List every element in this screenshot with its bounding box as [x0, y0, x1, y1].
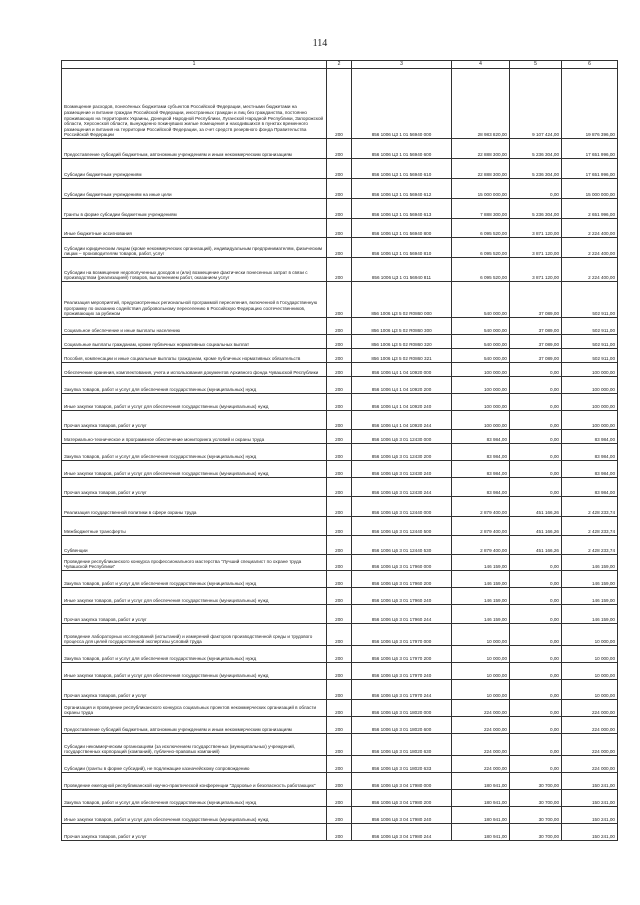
- cell-approved: 100 000,00: [452, 377, 510, 394]
- cell-classification: 856 1006 Ц6 3 01 17970 240: [352, 663, 452, 680]
- cell-remaining: 10 000,00: [562, 663, 618, 680]
- cell-name: Закупка товаров, работ и услуг для обеспечения государственных (муниципальных) нужд: [62, 444, 327, 461]
- cell-classification: 856 1006 Ц6 3 04 17980 240: [352, 807, 452, 824]
- cell-remaining: 17 651 996,00: [562, 139, 618, 159]
- cell-executed: 0,00: [510, 394, 562, 411]
- cell-remaining: 502 911,00: [562, 349, 618, 363]
- cell-approved: 100 000,00: [452, 394, 510, 411]
- page-number: 114: [312, 38, 328, 49]
- cell-approved: 224 000,00: [452, 700, 510, 717]
- cell-executed: 30 700,00: [510, 773, 562, 790]
- cell-name: Субсидии бюджетным учреждениям на иные цели: [62, 179, 327, 199]
- cell-remaining: 146 159,00: [562, 571, 618, 588]
- cell-classification: 856 1006 Ц3 1 01 56940 810: [352, 238, 452, 258]
- cell-classification: 856 1006 Ц6 3 01 12440 500: [352, 517, 452, 536]
- cell-classification: 856 1006 Ц4 1 04 10920 244: [352, 411, 452, 430]
- cell-remaining: 502 911,00: [562, 335, 618, 349]
- cell-name: Субсидии юридическим лицам (кроме некоммерческих организаций), индивидуальным предпринимателям, физическим лицам – производителям товаров, работ, услуг: [62, 238, 327, 258]
- table-row: [62, 238, 618, 258]
- cell-executed: 0,00: [510, 756, 562, 773]
- cell-approved: 22 888 300,00: [452, 159, 510, 179]
- cell-classification: 856 1006 Ц3 1 01 56940 800: [352, 219, 452, 238]
- table-row: [62, 444, 618, 461]
- cell-code: 200: [327, 363, 352, 377]
- cell-name: Социальное обеспечение и иные выплаты населению: [62, 318, 327, 335]
- cell-remaining: 502 911,00: [562, 282, 618, 318]
- cell-executed: 5 236 304,00: [510, 159, 562, 179]
- cell-remaining: 2 428 233,74: [562, 517, 618, 536]
- cell-executed: 0,00: [510, 571, 562, 588]
- table-row: [62, 680, 618, 700]
- cell-name: Проведение лабораторных исследований (испытаний) и измерений факторов производственной среды и трудового процесса для целей государственной экспертизы условий труда: [62, 624, 327, 646]
- cell-code: 200: [327, 335, 352, 349]
- cell-name: Закупка товаров, работ и услуг для обеспечения государственных (муниципальных) нужд: [62, 790, 327, 807]
- table-row: [62, 734, 618, 756]
- cell-classification: 856 1006 Ц3 5 02 R0860 321: [352, 349, 452, 363]
- table-row: [62, 199, 618, 219]
- cell-code: 200: [327, 680, 352, 700]
- budget-table: [61, 60, 618, 841]
- cell-executed: 0,00: [510, 624, 562, 646]
- cell-executed: 0,00: [510, 444, 562, 461]
- table-row: [62, 258, 618, 282]
- cell-executed: 0,00: [510, 605, 562, 624]
- cell-code: 200: [327, 717, 352, 734]
- cell-code: 200: [327, 536, 352, 555]
- table-row: [62, 756, 618, 773]
- cell-code: 200: [327, 555, 352, 571]
- cell-executed: 0,00: [510, 588, 562, 605]
- column-header-code: 2: [327, 61, 352, 69]
- cell-classification: 856 1006 Ц6 3 04 17980 200: [352, 790, 452, 807]
- cell-classification: 856 1006 Ц6 3 01 17970 200: [352, 646, 452, 663]
- table-row: [62, 571, 618, 588]
- cell-remaining: 150 241,00: [562, 807, 618, 824]
- table-header-row: [62, 61, 618, 69]
- cell-name: Гранты в форме субсидии бюджетным учреждениям: [62, 199, 327, 219]
- cell-classification: 856 1006 Ц6 3 01 12440 000: [352, 497, 452, 517]
- cell-remaining: 224 000,00: [562, 756, 618, 773]
- cell-remaining: 146 159,00: [562, 588, 618, 605]
- cell-classification: 856 1006 Ц6 3 01 12440 530: [352, 536, 452, 555]
- table-row: [62, 318, 618, 335]
- cell-name: Обеспечение хранения, комплектования, учета и использования документов Архивного фонда Чувашской Республики: [62, 363, 327, 377]
- cell-approved: 146 159,00: [452, 555, 510, 571]
- cell-name: Иные закупки товаров, работ и услуг для обеспечения государственных (муниципальных) нужд: [62, 461, 327, 478]
- cell-classification: 856 1006 Ц6 3 01 18020 000: [352, 700, 452, 717]
- table-row: [62, 159, 618, 179]
- table-row: [62, 394, 618, 411]
- cell-remaining: 150 241,00: [562, 790, 618, 807]
- cell-classification: 856 1006 Ц6 3 01 18020 633: [352, 756, 452, 773]
- column-header-remaining: 6: [562, 61, 618, 69]
- cell-approved: 224 000,00: [452, 717, 510, 734]
- cell-remaining: 2 428 233,74: [562, 536, 618, 555]
- cell-remaining: 150 241,00: [562, 773, 618, 790]
- cell-name: Иные закупки товаров, работ и услуг для обеспечения государственных (муниципальных) нужд: [62, 394, 327, 411]
- cell-remaining: 146 159,00: [562, 605, 618, 624]
- cell-code: 200: [327, 394, 352, 411]
- cell-approved: 2 879 400,00: [452, 536, 510, 555]
- cell-executed: 37 089,00: [510, 335, 562, 349]
- cell-code: 200: [327, 807, 352, 824]
- cell-approved: 10 000,00: [452, 624, 510, 646]
- cell-code: 200: [327, 258, 352, 282]
- cell-name: Реализация мероприятий, предусмотренных региональной программой переселения, включенной в Государственную программу по оказанию содействия добровольному переселению в Российскую Федерацию соотечественников, проживающих за рубежом: [62, 282, 327, 318]
- cell-classification: 856 1006 Ц6 3 01 12430 244: [352, 478, 452, 497]
- cell-classification: 856 1006 Ц6 3 01 18020 630: [352, 734, 452, 756]
- cell-code: 200: [327, 824, 352, 841]
- cell-executed: 0,00: [510, 411, 562, 430]
- cell-classification: 856 1006 Ц3 5 02 R0860 320: [352, 335, 452, 349]
- cell-executed: 37 089,00: [510, 282, 562, 318]
- cell-approved: 83 984,00: [452, 461, 510, 478]
- cell-remaining: 17 651 996,00: [562, 159, 618, 179]
- cell-code: 200: [327, 773, 352, 790]
- cell-executed: 30 700,00: [510, 790, 562, 807]
- cell-code: 200: [327, 430, 352, 444]
- cell-executed: 0,00: [510, 700, 562, 717]
- cell-name: Иные закупки товаров, работ и услуг для обеспечения государственных (муниципальных) нужд: [62, 663, 327, 680]
- cell-approved: 180 941,00: [452, 807, 510, 824]
- cell-executed: 0,00: [510, 478, 562, 497]
- table-row: [62, 807, 618, 824]
- cell-code: 200: [327, 349, 352, 363]
- column-header-executed: 5: [510, 61, 562, 69]
- table-row: [62, 700, 618, 717]
- cell-executed: 451 166,26: [510, 497, 562, 517]
- cell-classification: 856 1006 Ц4 1 04 10920 240: [352, 394, 452, 411]
- cell-executed: 0,00: [510, 646, 562, 663]
- cell-executed: 30 700,00: [510, 807, 562, 824]
- table-row: [62, 824, 618, 841]
- cell-executed: 3 871 120,00: [510, 258, 562, 282]
- cell-approved: 6 095 520,00: [452, 258, 510, 282]
- cell-name: Возмещение расходов, понесённых бюджетами субъектов Российской Федерации, местными бюджетами на размещение и питание граждан Российской Федерации, иностранных граждан и лиц без гражданства, постоянно проживающих на территориях Украины, Донецкой Народной Республики, Луганской Народной Республики, Запорожской области, Херсонской области, вынужденно покинувших жилые помещения и находившихся в пунктах временного размещения и питания на территории Российской Федерации, за счет средств резервного фонда Правительства Российской Федерации: [62, 69, 327, 139]
- cell-classification: 856 1006 Ц6 3 01 17970 244: [352, 680, 452, 700]
- cell-name: Прочая закупка товаров, работ и услуг: [62, 680, 327, 700]
- cell-code: 200: [327, 159, 352, 179]
- cell-remaining: 100 000,00: [562, 363, 618, 377]
- cell-executed: 0,00: [510, 680, 562, 700]
- cell-classification: 856 1006 Ц4 1 04 10920 000: [352, 363, 452, 377]
- cell-name: Материально-техническое и программное обеспечение мониторинга условий и охраны труда: [62, 430, 327, 444]
- cell-name: Прочая закупка товаров, работ и услуг: [62, 824, 327, 841]
- cell-name: Пособия, компенсации и иные социальные выплаты гражданам, кроме публичных нормативных обязательств: [62, 349, 327, 363]
- cell-classification: 856 1006 Ц6 3 04 17980 000: [352, 773, 452, 790]
- cell-classification: 856 1006 Ц3 5 02 R0860 000: [352, 282, 452, 318]
- cell-classification: 856 1006 Ц6 3 01 12430 000: [352, 430, 452, 444]
- cell-approved: 22 888 300,00: [452, 139, 510, 159]
- cell-approved: 146 159,00: [452, 571, 510, 588]
- table-row: [62, 461, 618, 478]
- cell-remaining: 83 984,00: [562, 430, 618, 444]
- table-row: [62, 478, 618, 497]
- cell-remaining: 224 000,00: [562, 734, 618, 756]
- cell-code: 200: [327, 605, 352, 624]
- cell-code: 200: [327, 444, 352, 461]
- cell-approved: 7 888 300,00: [452, 199, 510, 219]
- cell-name: Прочая закупка товаров, работ и услуг: [62, 478, 327, 497]
- cell-classification: 856 1006 Ц6 3 01 17970 000: [352, 624, 452, 646]
- cell-executed: 30 700,00: [510, 824, 562, 841]
- cell-approved: 100 000,00: [452, 411, 510, 430]
- cell-executed: 5 236 304,00: [510, 199, 562, 219]
- cell-name: Прочая закупка товаров, работ и услуг: [62, 605, 327, 624]
- cell-code: 200: [327, 377, 352, 394]
- cell-approved: 180 941,00: [452, 773, 510, 790]
- cell-name: Иные закупки товаров, работ и услуг для обеспечения государственных (муниципальных) нужд: [62, 588, 327, 605]
- cell-remaining: 502 911,00: [562, 318, 618, 335]
- cell-code: 200: [327, 497, 352, 517]
- cell-executed: 0,00: [510, 377, 562, 394]
- cell-remaining: 2 224 400,00: [562, 258, 618, 282]
- cell-classification: 856 1006 Ц3 1 01 56940 000: [352, 69, 452, 139]
- cell-classification: 856 1006 Ц6 3 01 17960 240: [352, 588, 452, 605]
- cell-remaining: 10 000,00: [562, 624, 618, 646]
- cell-executed: 0,00: [510, 363, 562, 377]
- cell-executed: 9 107 424,00: [510, 69, 562, 139]
- cell-remaining: 224 000,00: [562, 700, 618, 717]
- cell-classification: 856 1006 Ц6 3 01 12430 200: [352, 444, 452, 461]
- cell-classification: 856 1006 Ц6 3 01 17960 000: [352, 555, 452, 571]
- table-row: [62, 717, 618, 734]
- cell-remaining: 10 000,00: [562, 646, 618, 663]
- cell-remaining: 83 984,00: [562, 478, 618, 497]
- table-row: [62, 282, 618, 318]
- cell-classification: 856 1006 Ц4 1 04 10920 200: [352, 377, 452, 394]
- cell-name: Проведение республиканского конкурса профессионального мастерства "Лучший специалист по охране труда Чувашской Республики": [62, 555, 327, 571]
- cell-code: 200: [327, 219, 352, 238]
- cell-name: Субсидии на возмещение недополученных доходов и (или) возмещение фактически понесенных затрат в связи с производством (реализацией) товаров, выполнением работ, оказанием услуг: [62, 258, 327, 282]
- cell-approved: 6 095 520,00: [452, 238, 510, 258]
- cell-approved: 10 000,00: [452, 646, 510, 663]
- table-row: [62, 377, 618, 394]
- cell-approved: 6 095 520,00: [452, 219, 510, 238]
- table-row: [62, 411, 618, 430]
- table-row: [62, 335, 618, 349]
- cell-remaining: 15 000 000,00: [562, 179, 618, 199]
- cell-code: 200: [327, 734, 352, 756]
- cell-name: Субвенции: [62, 536, 327, 555]
- cell-remaining: 10 000,00: [562, 680, 618, 700]
- cell-name: Субсидии бюджетным учреждениям: [62, 159, 327, 179]
- table-row: [62, 69, 618, 139]
- cell-name: Закупка товаров, работ и услуг для обеспечения государственных (муниципальных) нужд: [62, 646, 327, 663]
- cell-approved: 15 000 000,00: [452, 179, 510, 199]
- cell-code: 200: [327, 318, 352, 335]
- cell-remaining: 224 000,00: [562, 717, 618, 734]
- cell-code: 200: [327, 646, 352, 663]
- cell-name: Межбюджетные трансферты: [62, 517, 327, 536]
- cell-approved: 540 000,00: [452, 282, 510, 318]
- cell-name: Реализация государственной политики в сфере охраны труда: [62, 497, 327, 517]
- cell-classification: 856 1006 Ц6 3 01 17960 244: [352, 605, 452, 624]
- cell-executed: 3 871 120,00: [510, 238, 562, 258]
- cell-approved: 540 000,00: [452, 335, 510, 349]
- cell-name: Закупка товаров, работ и услуг для обеспечения государственных (муниципальных) нужд: [62, 571, 327, 588]
- cell-approved: 28 983 820,00: [452, 69, 510, 139]
- cell-remaining: 150 241,00: [562, 824, 618, 841]
- cell-name: Иные бюджетные ассигнования: [62, 219, 327, 238]
- cell-approved: 540 000,00: [452, 349, 510, 363]
- cell-classification: 856 1006 Ц6 3 01 17960 200: [352, 571, 452, 588]
- cell-remaining: 19 876 396,00: [562, 69, 618, 139]
- cell-approved: 224 000,00: [452, 756, 510, 773]
- cell-classification: 856 1006 Ц3 1 01 56940 811: [352, 258, 452, 282]
- cell-approved: 10 000,00: [452, 663, 510, 680]
- cell-code: 200: [327, 700, 352, 717]
- cell-approved: 224 000,00: [452, 734, 510, 756]
- cell-name: Субсидии некоммерческим организациям (за исключением государственных (муниципальных) учреждений, государственных корпораций (компаний), публично-правовых компаний): [62, 734, 327, 756]
- cell-approved: 100 000,00: [452, 363, 510, 377]
- cell-name: Социальные выплаты гражданам, кроме публичных нормативных социальных выплат: [62, 335, 327, 349]
- cell-code: 200: [327, 199, 352, 219]
- cell-executed: 0,00: [510, 430, 562, 444]
- cell-name: Предоставление субсидий бюджетным, автономным учреждениям и иным некоммерческим организациям: [62, 139, 327, 159]
- cell-classification: 856 1006 Ц6 3 01 12430 240: [352, 461, 452, 478]
- column-header-approved: 4: [452, 61, 510, 69]
- table-row: [62, 555, 618, 571]
- table-row: [62, 605, 618, 624]
- cell-code: 200: [327, 179, 352, 199]
- cell-code: 200: [327, 69, 352, 139]
- cell-classification: 856 1006 Ц3 1 01 56940 610: [352, 159, 452, 179]
- cell-approved: 83 984,00: [452, 444, 510, 461]
- cell-classification: 856 1006 Ц3 1 01 56940 600: [352, 139, 452, 159]
- cell-remaining: 100 000,00: [562, 394, 618, 411]
- cell-approved: 146 159,00: [452, 588, 510, 605]
- cell-executed: 0,00: [510, 461, 562, 478]
- cell-remaining: 100 000,00: [562, 411, 618, 430]
- table-row: [62, 430, 618, 444]
- column-header-classification: 3: [352, 61, 452, 69]
- table-row: [62, 179, 618, 199]
- cell-code: 200: [327, 139, 352, 159]
- cell-remaining: 2 428 233,74: [562, 497, 618, 517]
- cell-executed: 37 089,00: [510, 349, 562, 363]
- table-row: [62, 363, 618, 377]
- cell-approved: 540 000,00: [452, 318, 510, 335]
- table-row: [62, 139, 618, 159]
- column-header-name: 1: [62, 61, 327, 69]
- cell-classification: 856 1006 Ц3 5 02 R0860 300: [352, 318, 452, 335]
- cell-code: 200: [327, 282, 352, 318]
- cell-approved: 10 000,00: [452, 680, 510, 700]
- cell-executed: 37 089,00: [510, 318, 562, 335]
- cell-name: Закупка товаров, работ и услуг для обеспечения государственных (муниципальных) нужд: [62, 377, 327, 394]
- cell-executed: 0,00: [510, 555, 562, 571]
- cell-approved: 2 879 400,00: [452, 517, 510, 536]
- table-row: [62, 497, 618, 517]
- cell-remaining: 83 984,00: [562, 461, 618, 478]
- cell-executed: 5 236 304,00: [510, 139, 562, 159]
- cell-classification: 856 1006 Ц6 3 04 17980 244: [352, 824, 452, 841]
- cell-executed: 0,00: [510, 734, 562, 756]
- table-row: [62, 588, 618, 605]
- cell-remaining: 100 000,00: [562, 377, 618, 394]
- cell-classification: 856 1006 Ц3 1 01 56940 613: [352, 199, 452, 219]
- cell-approved: 83 984,00: [452, 478, 510, 497]
- cell-approved: 146 159,00: [452, 605, 510, 624]
- cell-code: 200: [327, 588, 352, 605]
- table-row: [62, 624, 618, 646]
- cell-name: Проведение ежегодной республиканской научно-практической конференции "Здоровье и безопасность работающих": [62, 773, 327, 790]
- cell-name: Организация и проведение республиканского конкурса социальных проектов некоммерческих организаций в области охраны труда: [62, 700, 327, 717]
- table-row: [62, 790, 618, 807]
- cell-name: Субсидии (гранты в форме субсидий), не подлежащие казначейскому сопровождению: [62, 756, 327, 773]
- cell-name: Прочая закупка товаров, работ и услуг: [62, 411, 327, 430]
- cell-code: 200: [327, 478, 352, 497]
- table-row: [62, 646, 618, 663]
- table-row: [62, 517, 618, 536]
- table-row: [62, 536, 618, 555]
- cell-code: 200: [327, 663, 352, 680]
- cell-executed: 0,00: [510, 717, 562, 734]
- cell-remaining: 2 224 400,00: [562, 238, 618, 258]
- cell-name: Предоставление субсидий бюджетным, автономным учреждениям и иным некоммерческим организациям: [62, 717, 327, 734]
- cell-remaining: 83 984,00: [562, 444, 618, 461]
- cell-executed: 451 166,26: [510, 517, 562, 536]
- cell-classification: 856 1006 Ц3 1 01 56940 612: [352, 179, 452, 199]
- cell-executed: 451 166,26: [510, 536, 562, 555]
- cell-code: 200: [327, 756, 352, 773]
- table-row: [62, 349, 618, 363]
- cell-approved: 180 941,00: [452, 824, 510, 841]
- cell-remaining: 2 651 996,00: [562, 199, 618, 219]
- cell-executed: 3 871 120,00: [510, 219, 562, 238]
- cell-executed: 0,00: [510, 179, 562, 199]
- table-row: [62, 219, 618, 238]
- cell-executed: 0,00: [510, 663, 562, 680]
- cell-approved: 2 879 400,00: [452, 497, 510, 517]
- cell-code: 200: [327, 461, 352, 478]
- table-row: [62, 663, 618, 680]
- cell-code: 200: [327, 790, 352, 807]
- cell-name: Иные закупки товаров, работ и услуг для обеспечения государственных (муниципальных) нужд: [62, 807, 327, 824]
- cell-code: 200: [327, 517, 352, 536]
- cell-remaining: 2 224 400,00: [562, 219, 618, 238]
- cell-approved: 180 941,00: [452, 790, 510, 807]
- cell-code: 200: [327, 238, 352, 258]
- table-row: [62, 773, 618, 790]
- cell-classification: 856 1006 Ц6 3 01 18020 600: [352, 717, 452, 734]
- cell-approved: 83 984,00: [452, 430, 510, 444]
- cell-code: 200: [327, 411, 352, 430]
- cell-remaining: 146 159,00: [562, 555, 618, 571]
- cell-code: 200: [327, 624, 352, 646]
- cell-code: 200: [327, 571, 352, 588]
